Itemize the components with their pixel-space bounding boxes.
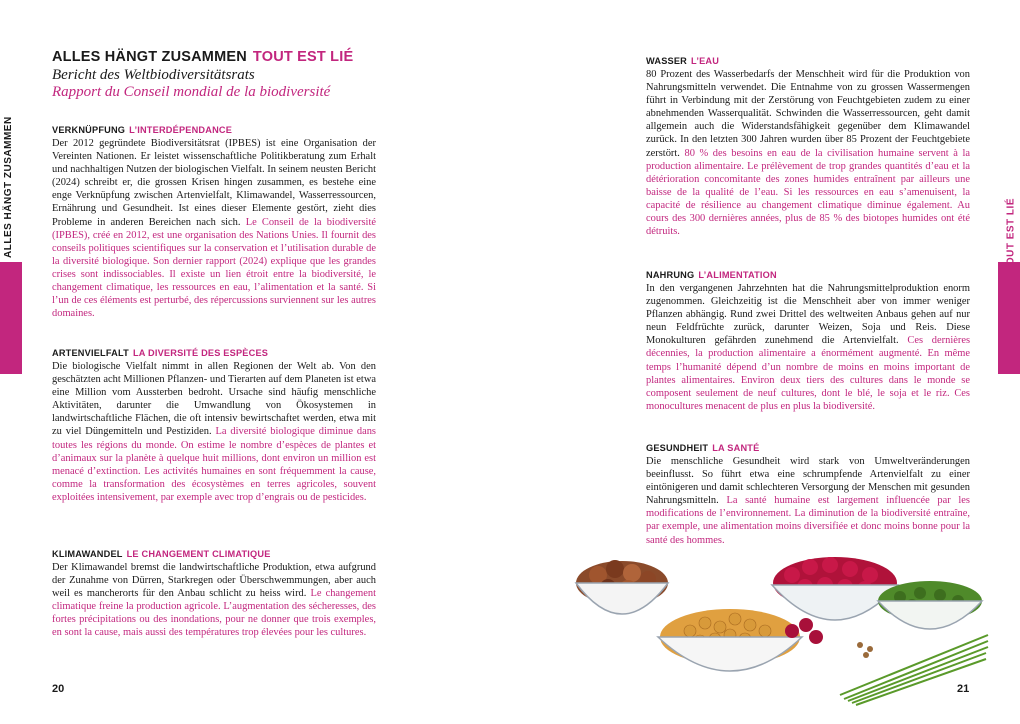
text-fr: La santé humaine est largement influencée par les modifications de l’environnement. La diminution de la biodiversité entraîne, par exemple, une alimentation moins diversifiée et donc moins bonne pour la santé des hommes.: [646, 495, 970, 546]
side-label-right: TOUT EST LIÉ: [1006, 198, 1017, 272]
section-wasser: [646, 54, 970, 238]
section-heading: [52, 547, 376, 561]
section-verknuepfung: [52, 123, 376, 320]
section-text: [52, 561, 376, 640]
section-nahrung: [646, 268, 970, 413]
section-text: [646, 282, 970, 413]
section-text: [52, 137, 376, 320]
section-klimawandel: [52, 547, 376, 640]
seeds: [857, 642, 873, 658]
section-gesundheit: [646, 441, 970, 547]
section-heading: [52, 123, 376, 137]
heading-de: NAHRUNG: [646, 270, 695, 280]
text-de: 80 Prozent des Wasserbedarfs der Menschheit wird für die Produktion von Nahrungsmitteln verwendet. Die Entnahme von zu grossen Wassermengen führt in Verbindung mit der Zerstörung von Feuchtgebieten zudem zu einer abnehmenden Wasserqualität. Schwinden die Wasserressourcen, geht damit allgemein auch die Widerstandsfähigkeit gegenüber dem Klimawandel zurück. In den letzten 300 Jahren wurden über 85 Prozent der Feuchtgebiete zerstört.: [646, 69, 970, 159]
section-text: [646, 455, 970, 547]
heading-fr: L’INTERDÉPENDANCE: [129, 125, 233, 135]
heading-fr: LE CHANGEMENT CLIMATIQUE: [126, 549, 271, 559]
heading-fr: L’ALIMENTATION: [698, 270, 777, 280]
hazelnut-bowl: [576, 560, 668, 614]
page-number-left: 20: [52, 683, 65, 695]
heading-de: KLIMAWANDEL: [52, 549, 123, 559]
text-fr: 80 % des besoins en eau de la civilisation humaine servent à la production alimentaire. Le prélèvement de trop grandes quantités d’eau et la détérioration concomitante des zones humides entraînent par ailleurs une baisse de la qualité de l’eau. Si les ressources en eau s’amenuisent, la capacité de résilience au changement climatique diminue également. Au cours des 300 dernières années, plus de 85 % des biotopes humides ont été détruits.: [646, 147, 970, 238]
section-heading: [52, 346, 376, 360]
side-tab-left: [0, 262, 22, 374]
section-heading: [646, 268, 970, 282]
subtitle-fr: Rapport du Conseil mondial de la biodiversité: [52, 84, 331, 100]
section-heading: [646, 54, 970, 68]
heading-de: GESUNDHEIT: [646, 443, 709, 453]
chickpea-plate: [658, 609, 802, 671]
heading-fr: LA SANTÉ: [712, 443, 760, 453]
text-fr: La diversité biologique diminue dans toutes les régions du monde. On estime le nombre d’espèces de plantes et d’animaux sur la planète à quelque huit millions, dont environ un million est menacé d’extinction. Les activités humaines en sont fréquemment la cause, comme la transformation des écosystèmes en terres agricoles, souvent exploitées intensivement, par exemple avec trop d’engrais ou de pesticides.: [52, 426, 376, 503]
subtitle-de: Bericht des Weltbiodiversitätsrats: [52, 67, 255, 83]
page-title: [52, 49, 353, 65]
heading-fr: LA DIVERSITÉ DES ESPÈCES: [132, 348, 269, 358]
text-de: Die menschliche Gesundheit wird stark von Umweltveränderungen beeinflusst. So führt etwa eine schrumpfende Artenvielfalt zu einer eintönigeren und damit schlechteren Versorgung der Menschen mit gesunden Nahrungsmitteln.: [646, 456, 970, 507]
heading-de: VERKNÜPFUNG: [52, 125, 126, 135]
food-bowls-illustration: [560, 545, 990, 710]
text-fr: Le Conseil de la biodiversité (IPBES), créé en 2012, est une organisation des Nations Unies. Il fournit des conseils politiques scientifiques sur la conservation et l’utilisation durable de la diversité biologique. Son dernier rapport (2024) explique que les grandes crises sont indissociables. Il existe un lien étroit entre la biodiversité, le changement climatique, les ressources en eau, l’alimentation et la santé. Si l’un de ces éléments est perturbé, des répercussions surviennent sur les autres domaines.: [52, 216, 376, 320]
heading-fr: L’EAU: [691, 56, 720, 66]
herb-bowl: [878, 581, 982, 629]
title-fr: TOUT EST LIÉ: [252, 49, 354, 65]
section-artenvielfalt: [52, 346, 376, 504]
text-fr: Le changement climatique freine la production agricole. L’augmentation des sécheresses, des fortes précipitations ou des inondations, pour ne donner que trois exemples, en sont la cause, mais aussi des températures trop élevées pour les cultures.: [52, 588, 376, 639]
side-label-left: ALLES HÄNGT ZUSAMMEN: [3, 116, 14, 258]
section-text: [52, 360, 376, 504]
section-text: [646, 68, 970, 238]
text-fr: Ces dernières décennies, la production alimentaire a énormément augmenté. En même temps l’humanité dépend d’un nombre de moins en moins important de plantes alimentaires. Environ deux tiers des cultures dans le monde se composent seulement de neuf cultures, dont le blé, le soja et le riz. Ces monocultures menacent de plus en plus la biodiversité.: [646, 335, 971, 412]
title-de: ALLES HÄNGT ZUSAMMEN: [52, 49, 247, 65]
text-de: Der Klimawandel bremst die landwirtschaftliche Produktion, etwa aufgrund der Zunahme von Dürren, Starkregen oder Überschwemmungen, aber auch weil es mancherorts für den Anbau schlicht zu heiss wird.: [52, 562, 376, 600]
heading-de: ARTENVIELFALT: [52, 348, 129, 358]
text-de: Die biologische Vielfalt nimmt in allen Regionen der Welt ab. Von den geschätzten acht Millionen Pflanzen- und Tierarten auf dem Planeten ist etwa eine Million vom Aussterben bedroht. Ursache sind häufig menschliche Aktivitäten, darunter die Umwandlung von Ökosystemen in landwirtschaftliche Flächen, die oft intensiv bewirtschaftet werden, etwa mit zu viel Düngemitteln und Pestiziden.: [52, 361, 376, 438]
text-de: In den vergangenen Jahrzehnten hat die Nahrungsmittelproduktion enorm zugenommen. Gleichzeitig ist die Menschheit aber von immer weniger Pflanzen abhängig. Rund zwei Drittel des weltweiten Anbaus gehen auf nur neun Feldfrüchte zurück, darunter Weizen, Soja und Reis. Diese Monokulturen gefährden zunehmend die Artenvielfalt.: [646, 283, 970, 347]
text-de: Der 2012 gegründete Biodiversitätsrat (IPBES) ist eine Organisation der Vereinten Nationen. Er leistet wissenschaftliche Politikberatung zum Erhalt und nachhaltigen Nutzen der biologischen Vielfalt. In seinem neusten Bericht (2024) schreibt er, die grossen Krisen hingen zusammen, es bestehe eine enge Verknüpfung zwischen Artenvielfalt, Klimawandel, Wasserressourcen, Ernährung und Gesundheit. Ist eines dieser Elemente gestört, zieht dies Probleme in anderen Bereichen nach sich.: [52, 138, 376, 228]
page-number-right: 21: [957, 683, 970, 695]
heading-de: WASSER: [646, 56, 688, 66]
side-tab-right: [998, 262, 1020, 374]
section-heading: [646, 441, 970, 455]
